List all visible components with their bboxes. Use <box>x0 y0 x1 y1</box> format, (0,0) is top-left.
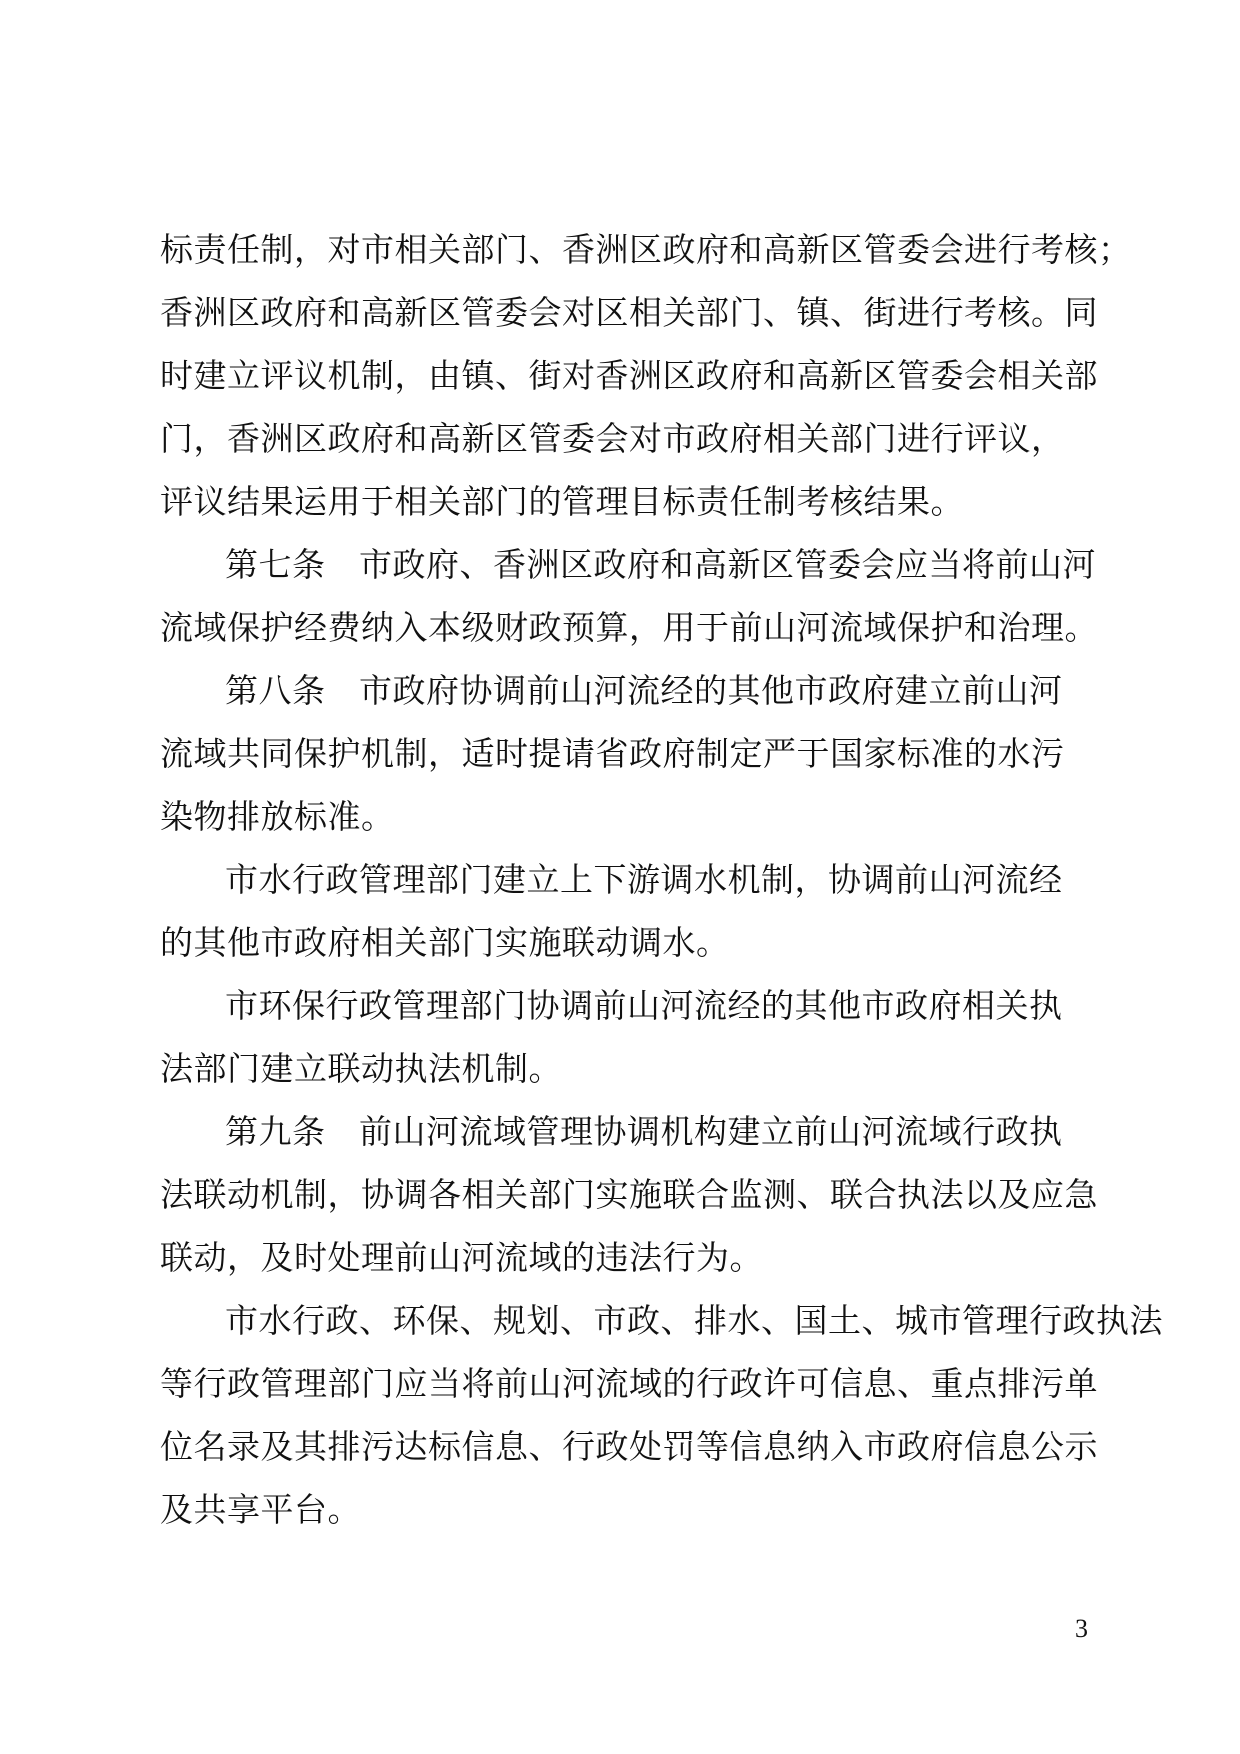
water-paragraph-line-2: 的其他市政府相关部门实施联动调水。 <box>160 923 730 962</box>
article-8-line-1: 第八条 市政府协调前山河流经的其他市政府建立前山河 <box>225 671 1063 710</box>
article-9-line-3: 联动，及时处理前山河流域的违法行为。 <box>160 1238 763 1277</box>
article-9-line-2: 法联动机制，协调各相关部门实施联合监测、联合执法以及应急 <box>160 1175 1098 1214</box>
text-line-2: 香洲区政府和高新区管委会对区相关部门、镇、街进行考核。同 <box>160 293 1098 332</box>
page-number: 3 <box>1075 1614 1088 1643</box>
article-8-line-2: 流域共同保护机制，适时提请省政府制定严于国家标准的水污 <box>160 734 1065 773</box>
information-paragraph-line-3: 位名录及其排污达标信息、行政处罚等信息纳入市政府信息公示 <box>160 1427 1098 1466</box>
environment-paragraph-line-2: 法部门建立联动执法机制。 <box>160 1049 562 1088</box>
article-9-line-1: 第九条 前山河流域管理协调机构建立前山河流域行政执 <box>225 1112 1063 1151</box>
article-7-line-2: 流域保护经费纳入本级财政预算，用于前山河流域保护和治理。 <box>160 608 1098 647</box>
information-paragraph-line-4: 及共享平台。 <box>160 1490 361 1529</box>
environment-paragraph-line-1: 市环保行政管理部门协调前山河流经的其他市政府相关执 <box>225 986 1063 1025</box>
text-line-4: 门，香洲区政府和高新区管委会对市政府相关部门进行评议， <box>160 419 1065 458</box>
text-line-3: 时建立评议机制，由镇、街对香洲区政府和高新区管委会相关部 <box>160 356 1098 395</box>
information-paragraph-line-2: 等行政管理部门应当将前山河流域的行政许可信息、重点排污单 <box>160 1364 1098 1403</box>
text-line-5: 评议结果运用于相关部门的管理目标责任制考核结果。 <box>160 482 964 521</box>
text-line-1: 标责任制，对市相关部门、香洲区政府和高新区管委会进行考核； <box>160 230 1132 269</box>
article-8-line-3: 染物排放标准。 <box>160 797 395 836</box>
water-paragraph-line-1: 市水行政管理部门建立上下游调水机制，协调前山河流经 <box>225 860 1063 899</box>
article-7-line-1: 第七条 市政府、香洲区政府和高新区管委会应当将前山河 <box>225 545 1096 584</box>
information-paragraph-line-1: 市水行政、环保、规划、市政、排水、国土、城市管理行政执法 <box>225 1301 1163 1340</box>
